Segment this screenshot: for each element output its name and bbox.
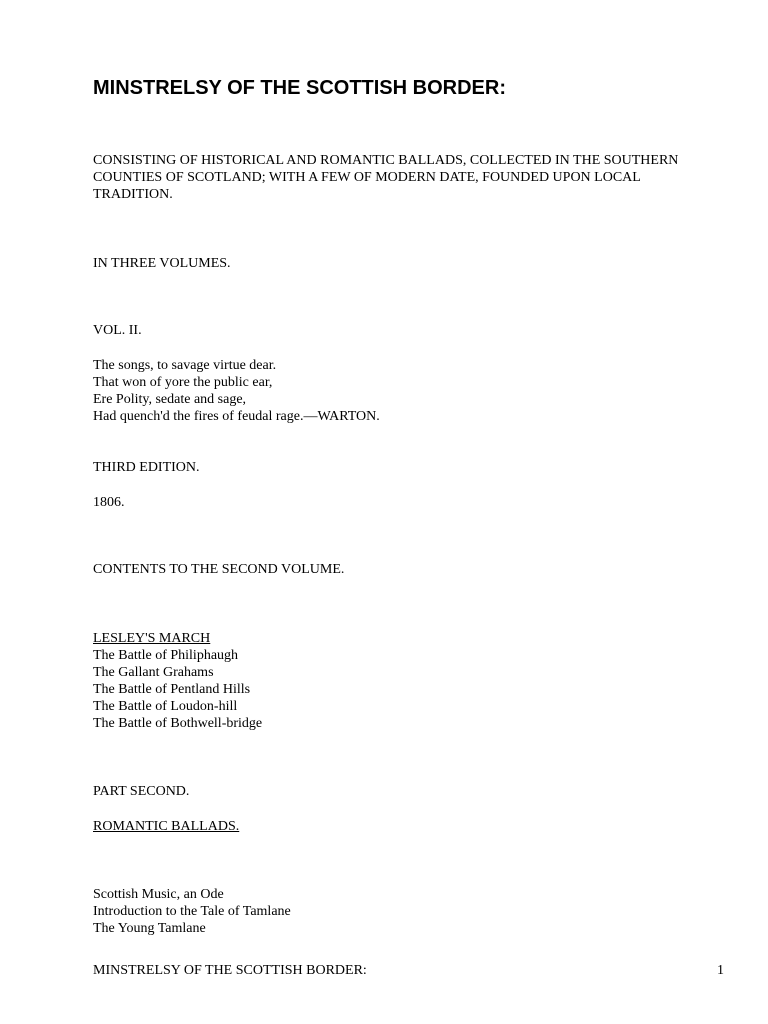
- edition-note: THIRD EDITION.: [93, 460, 200, 475]
- contents-item: The Battle of Pentland Hills: [93, 682, 251, 697]
- contents-list-part-two: [93, 886, 291, 937]
- volumes-note: IN THREE VOLUMES.: [93, 256, 231, 271]
- document-page: [93, 0, 733, 1024]
- contents-item: The Battle of Philiphaugh: [93, 648, 239, 663]
- volume-number: VOL. II.: [93, 323, 142, 338]
- epigraph-line: The songs, to savage virtue dear.: [93, 358, 277, 373]
- contents-link-lesleys-march[interactable]: LESLEY'S MARCH: [93, 631, 211, 646]
- footer-page-number: 1: [717, 963, 724, 978]
- footer-running-title: MINSTRELSY OF THE SCOTTISH BORDER:: [93, 963, 367, 978]
- contents-heading: CONTENTS TO THE SECOND VOLUME.: [93, 562, 345, 577]
- contents-item: The Battle of Loudon-hill: [93, 699, 238, 714]
- document-title: MINSTRELSY OF THE SCOTTISH BORDER:: [93, 77, 506, 99]
- epigraph-line: That won of yore the public ear,: [93, 375, 273, 390]
- contents-item: Introduction to the Tale of Tamlane: [93, 904, 291, 919]
- romantic-ballads-link[interactable]: ROMANTIC BALLADS.: [93, 819, 240, 834]
- contents-item: The Gallant Grahams: [93, 665, 214, 680]
- epigraph-line: Ere Polity, sedate and sage,: [93, 392, 247, 407]
- epigraph: [93, 357, 380, 425]
- contents-item: Scottish Music, an Ode: [93, 887, 224, 902]
- epigraph-line: Had quench'd the fires of feudal rage.—WARTON.: [93, 409, 380, 424]
- contents-list-part-one: [93, 630, 262, 732]
- contents-item: The Young Tamlane: [93, 921, 206, 936]
- part-second-heading: PART SECOND.: [93, 784, 190, 799]
- publication-year: 1806.: [93, 495, 125, 510]
- contents-item: The Battle of Bothwell-bridge: [93, 716, 263, 731]
- document-subtitle: CONSISTING OF HISTORICAL AND ROMANTIC BALLADS, COLLECTED IN THE SOUTHERN COUNTIES OF SCOTLAND; WITH A FEW OF MODERN DATE, FOUNDED UPON LOCAL TRADITION.: [93, 153, 679, 202]
